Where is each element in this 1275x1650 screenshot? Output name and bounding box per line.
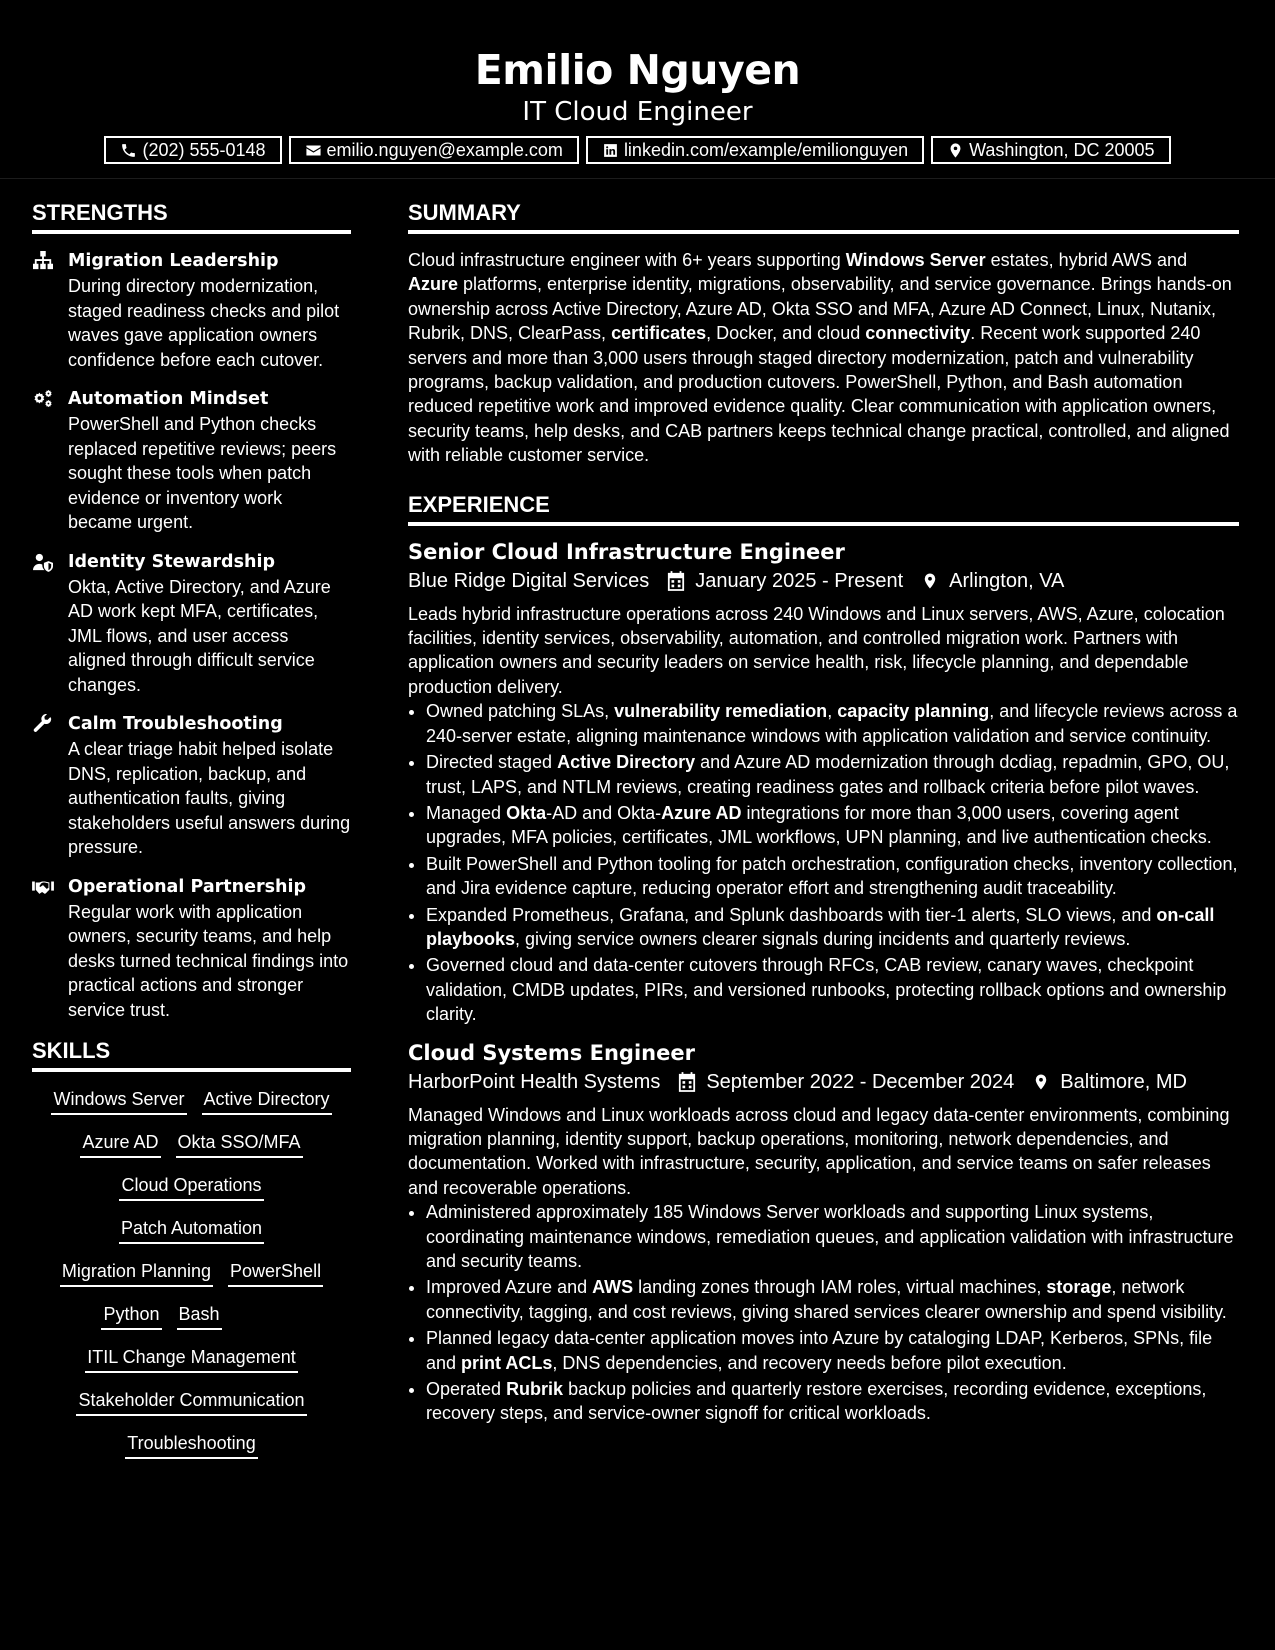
- skill-tag: Bash: [177, 1301, 222, 1330]
- skills-heading: SKILLS: [32, 1036, 351, 1072]
- bullet-item: • Planned legacy data-center application moves into Azure by cataloging LDAP, Kerberos, SPNs, file and print ACLs, DNS dependencies, and recovery needs before pilot execution.: [426, 1326, 1239, 1375]
- right-column: [408, 198, 1239, 1440]
- skill-tag: Stakeholder Communication: [76, 1387, 306, 1416]
- strength-desc: Regular work with application owners, security teams, and help desks turned technical findings into practical actions and stronger service trust.: [68, 901, 349, 1020]
- skill-tag: Python: [101, 1301, 161, 1330]
- skill-tag: Azure AD: [80, 1129, 160, 1158]
- strength-title: Automation Mindset: [68, 389, 269, 409]
- job-entry: [408, 1039, 1239, 1426]
- job-dates: September 2022 - December 2024: [706, 1070, 1015, 1093]
- strength-title: Operational Partnership: [68, 876, 306, 897]
- linkedin-text: linkedin.com/example/emilionguyen: [623, 139, 909, 160]
- gears-icon: [32, 389, 54, 409]
- job-meta: [408, 1067, 1239, 1097]
- phone-icon: [120, 142, 137, 159]
- skill-tag: Migration Planning: [60, 1258, 213, 1287]
- bullet-item: • Directed staged Active Directory and Azure AD modernization through dcdiag, repadmin, GPO, OU, trust, LAPS, and NTLM reviews, creating readiness gates and rollback criteria before pilot waves.: [426, 750, 1239, 799]
- strength-desc: During directory modernization, staged readiness checks and pilot waves gave application owners confidence before each cutover.: [68, 276, 340, 370]
- linkedin-icon: [602, 142, 619, 159]
- linkedin-chip[interactable]: [586, 136, 924, 164]
- strength-desc: A clear triage habit helped isolate DNS, replication, backup, and authentication faults, giving stakeholders useful answers during pressure.: [68, 739, 351, 857]
- candidate-name: Emilio Nguyen: [474, 46, 801, 94]
- bullet-item: • Governed cloud and data-center cutovers through RFCs, CAB review, canary waves, checkpoint validation, CMDB updates, PIRs, and versioned runbooks, protecting rollback options and ownership clarity.: [426, 953, 1239, 1026]
- map-pin-icon: [1032, 1072, 1050, 1092]
- map-pin-icon: [947, 142, 964, 159]
- summary-heading: SUMMARY: [408, 198, 1239, 234]
- job-location: Arlington, VA: [949, 569, 1065, 592]
- skill-tag: Patch Automation: [119, 1215, 264, 1244]
- job-location: Baltimore, MD: [1060, 1070, 1187, 1093]
- skills-list: [32, 1086, 351, 1459]
- envelope-icon: [305, 142, 322, 159]
- bullet-item: • Expanded Prometheus, Grafana, and Splunk dashboards with tier-1 alerts, SLO views, and on-call playbooks, giving service owners clearer signals during incidents and quarterly reviews.: [426, 903, 1239, 952]
- strength-desc: Okta, Active Directory, and Azure AD work kept MFA, certificates, JML flows, and user access aligned through difficult service changes.: [68, 576, 331, 695]
- email-text: emilio.nguyen@example.com: [326, 139, 563, 160]
- job-title: Cloud Systems Engineer: [408, 1040, 695, 1065]
- job-description: Leads hybrid infrastructure operations across 240 Windows and Linux servers, AWS, Azure, colocation facilities, identity services, observability, automation, and controlled migration work. Partners with application owners and security leaders on service health, risk, lifecycle planning, and dependable production delivery.: [408, 603, 1225, 697]
- strength-item: [32, 549, 351, 698]
- skill-tag: Okta SSO/MFA: [176, 1129, 303, 1158]
- bullet-item: • Owned patching SLAs, vulnerability remediation, capacity planning, and lifecycle reviews across a 240-server estate, aligning maintenance windows with application validation and service continuity.: [426, 699, 1239, 748]
- strengths-heading: STRENGTHS: [32, 198, 351, 234]
- job-entry: [408, 538, 1239, 1027]
- skill-tag: Active Directory: [202, 1086, 332, 1115]
- bullet-item: • Built PowerShell and Python tooling for patch orchestration, configuration checks, inventory collection, and Jira evidence capture, reducing operator effort and strengthening audit traceability.: [426, 852, 1239, 901]
- map-pin-icon: [921, 571, 939, 591]
- strength-item: [32, 386, 351, 535]
- experience-heading: EXPERIENCE: [408, 490, 1239, 526]
- job-bullets: [408, 699, 1239, 1026]
- skill-tag: PowerShell: [228, 1258, 323, 1287]
- candidate-title: IT Cloud Engineer: [522, 97, 753, 127]
- skill-tag: Troubleshooting: [125, 1430, 257, 1459]
- phone-chip[interactable]: [104, 136, 281, 164]
- email-chip[interactable]: [289, 136, 579, 164]
- skill-tag: Cloud Operations: [119, 1172, 263, 1201]
- calendar-icon: [678, 1072, 696, 1092]
- bullet-item: • Managed Okta-AD and Okta-Azure AD integrations for more than 3,000 users, covering agent upgrades, MFA policies, certificates, JML workflows, UPN planning, and live authentication checks.: [426, 801, 1239, 850]
- skill-tag: Windows Server: [51, 1086, 186, 1115]
- job-company: Blue Ridge Digital Services: [408, 569, 650, 592]
- summary-text: Cloud infrastructure engineer with 6+ years supporting Windows Server estates, hybrid AWS and Azure platforms, enterprise identity, migrations, observability, and service governance. Brings hands-on ownership across Active Directory, Azure AD, Okta SSO and MFA, Azure AD Connect, Linux, Nutanix, Rubrik, DNS, ClearPass, certificates, Docker, and cloud connectivity. Recent work supported 240 servers and more than 3,000 users through staged directory modernization, patch and vulnerability programs, backup validation, and production cutovers. PowerShell, Python, and Bash automation reduced repetitive work and improved evidence quality. Clear communication with application owners, security teams, help desks, and CAB partners keeps technical change practical, controlled, and aligned with reliable customer service.: [408, 250, 1232, 466]
- strength-desc: PowerShell and Python checks replaced repetitive reviews; peers sought these tools when patch evidence or inventory work became urgent.: [68, 414, 337, 532]
- sitemap-icon: [32, 251, 54, 271]
- location-text: Washington, DC 20005: [969, 139, 1155, 160]
- phone-text: (202) 555-0148: [142, 139, 266, 160]
- calendar-icon: [667, 571, 685, 591]
- strength-title: Identity Stewardship: [68, 551, 275, 572]
- strength-item: [32, 874, 351, 1023]
- bullet-item: • Improved Azure and AWS landing zones through IAM roles, virtual machines, storage, network connectivity, tagging, and cost reviews, giving shared services clearer ownership and spend visibility.: [426, 1275, 1239, 1324]
- job-bullets: [408, 1200, 1239, 1426]
- location-chip[interactable]: [931, 136, 1170, 164]
- user-shield-icon: [32, 552, 54, 572]
- job-company: HarborPoint Health Systems: [408, 1070, 661, 1093]
- left-column: [32, 198, 351, 1459]
- job-dates: January 2025 - Present: [695, 569, 904, 592]
- strength-item: [32, 711, 351, 860]
- bullet-item: • Administered approximately 185 Windows Server workloads and supporting Linux systems, coordinating maintenance windows, remediation queues, and application validation with infrastructure and security teams.: [426, 1200, 1239, 1273]
- wrench-icon: [32, 714, 54, 734]
- strength-title: Migration Leadership: [68, 251, 279, 271]
- strength-title: Calm Troubleshooting: [68, 714, 283, 734]
- job-meta: [408, 566, 1239, 596]
- bullet-item: • Operated Rubrik backup policies and quarterly restore exercises, recording evidence, exceptions, recovery steps, and service-owner signoff for critical workloads.: [426, 1377, 1239, 1426]
- resume-header: [0, 0, 1275, 179]
- handshake-icon: [32, 877, 54, 897]
- strength-item: [32, 248, 351, 372]
- skill-tag: ITIL Change Management: [85, 1344, 297, 1373]
- job-description: Managed Windows and Linux workloads across cloud and legacy data-center environments, combining migration planning, identity support, backup operations, monitoring, network dependencies, and documentation. Worked with infrastructure, security, application, and service teams on safer releases and recoverable operations.: [408, 1104, 1230, 1198]
- contact-bar: [0, 136, 1275, 164]
- job-title: Senior Cloud Infrastructure Engineer: [408, 539, 845, 564]
